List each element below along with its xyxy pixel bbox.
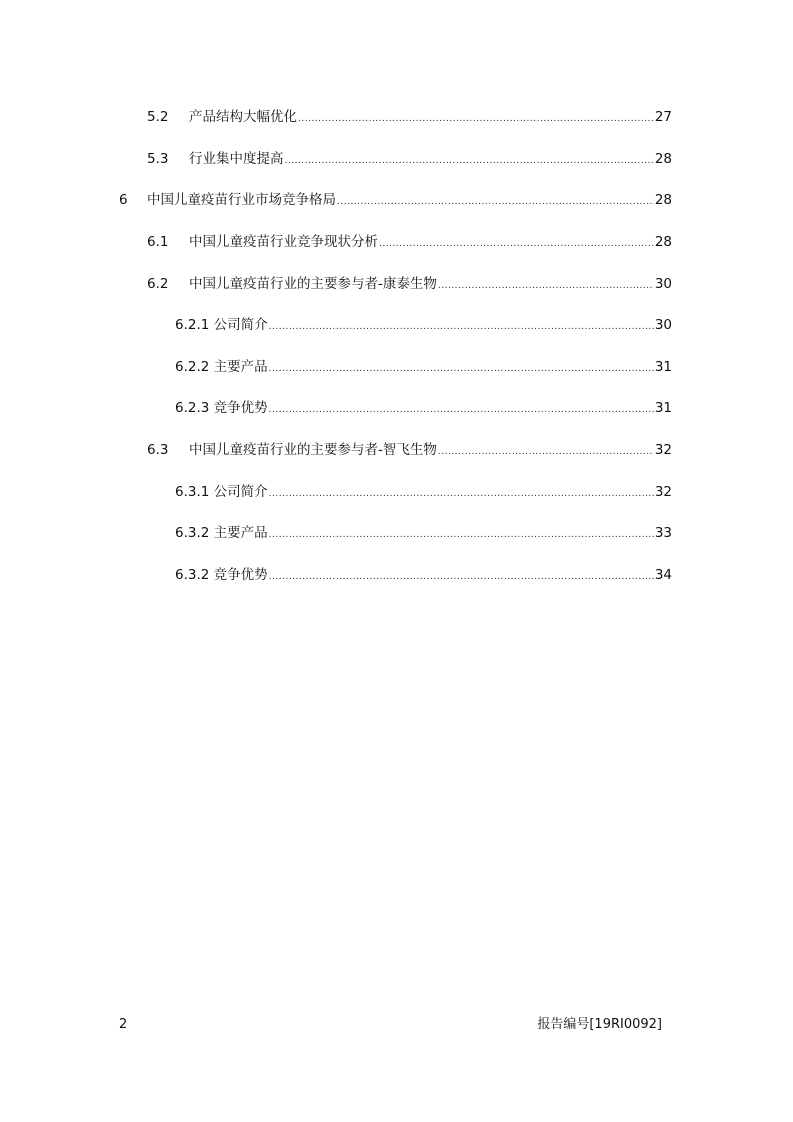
toc-dot-leader bbox=[379, 232, 654, 254]
toc-entry-page[interactable]: 33 bbox=[654, 525, 672, 541]
footer-page-number: 2 bbox=[119, 1017, 128, 1032]
toc-entry-title[interactable]: 6.3.2 主要产品 bbox=[175, 525, 268, 541]
toc-entry[interactable] bbox=[0, 190, 793, 210]
footer-report-id: 报告编号[19RI0092] bbox=[537, 1017, 662, 1032]
toc-entry-page[interactable]: 31 bbox=[654, 359, 672, 375]
toc-entry-page[interactable]: 27 bbox=[654, 109, 672, 125]
toc-entry-title[interactable]: 6.2.3 竞争优势 bbox=[175, 400, 268, 416]
toc-entry-number: 5.3 bbox=[147, 151, 169, 167]
toc-entry-title[interactable]: 行业集中度提高 bbox=[189, 151, 284, 167]
toc-entry-number: 6.2 bbox=[147, 276, 169, 292]
toc-dot-leader bbox=[269, 357, 654, 379]
toc-entry-title[interactable]: 中国儿童疫苗行业的主要参与者-康泰生物 bbox=[189, 276, 437, 292]
toc-entry-title[interactable]: 6.3.1 公司简介 bbox=[175, 484, 268, 500]
toc-entry[interactable] bbox=[0, 149, 793, 169]
toc-dot-leader bbox=[269, 482, 654, 504]
toc-entry[interactable] bbox=[0, 565, 793, 585]
toc-entry[interactable] bbox=[0, 482, 793, 502]
toc-entry[interactable] bbox=[0, 523, 793, 543]
toc-dot-leader bbox=[269, 315, 654, 337]
toc-dot-leader bbox=[337, 190, 654, 212]
toc-dot-leader bbox=[269, 398, 654, 420]
toc-entry[interactable] bbox=[0, 357, 793, 377]
toc-entry-page[interactable]: 28 bbox=[654, 192, 672, 208]
toc-entry-number: 6 bbox=[119, 192, 128, 208]
toc-entry-page[interactable]: 30 bbox=[654, 317, 672, 333]
toc-entry-title[interactable]: 产品结构大幅优化 bbox=[189, 109, 297, 125]
toc-entry[interactable] bbox=[0, 398, 793, 418]
toc-dot-leader bbox=[269, 565, 654, 587]
toc-entry-page[interactable]: 32 bbox=[654, 484, 672, 500]
toc-entry[interactable] bbox=[0, 232, 793, 252]
toc-entry-page[interactable]: 32 bbox=[654, 442, 672, 458]
toc-entry[interactable] bbox=[0, 107, 793, 127]
toc-entry-title[interactable]: 中国儿童疫苗行业市场竞争格局 bbox=[147, 192, 336, 208]
toc-dot-leader bbox=[285, 149, 654, 171]
toc-entry-title[interactable]: 6.3.2 竞争优势 bbox=[175, 567, 268, 583]
toc-entry-page[interactable]: 34 bbox=[654, 567, 672, 583]
toc-entry[interactable] bbox=[0, 274, 793, 294]
toc-entry[interactable] bbox=[0, 440, 793, 460]
toc-entry-number: 6.3 bbox=[147, 442, 169, 458]
toc-entry-page[interactable]: 31 bbox=[654, 400, 672, 416]
toc-entry-title[interactable]: 6.2.2 主要产品 bbox=[175, 359, 268, 375]
toc-dot-leader bbox=[438, 440, 654, 462]
toc-entry-page[interactable]: 30 bbox=[654, 276, 672, 292]
toc-entry[interactable] bbox=[0, 315, 793, 335]
toc-entry-page[interactable]: 28 bbox=[654, 234, 672, 250]
toc-dot-leader bbox=[298, 107, 654, 129]
toc-entry-title[interactable]: 中国儿童疫苗行业的主要参与者-智飞生物 bbox=[189, 442, 437, 458]
toc-entry-number: 6.1 bbox=[147, 234, 169, 250]
toc-entry-page[interactable]: 28 bbox=[654, 151, 672, 167]
toc-dot-leader bbox=[269, 523, 654, 545]
toc-entry-title[interactable]: 中国儿童疫苗行业竞争现状分析 bbox=[189, 234, 378, 250]
toc-dot-leader bbox=[438, 274, 654, 296]
toc-entry-number: 5.2 bbox=[147, 109, 169, 125]
toc-entry-title[interactable]: 6.2.1 公司简介 bbox=[175, 317, 268, 333]
